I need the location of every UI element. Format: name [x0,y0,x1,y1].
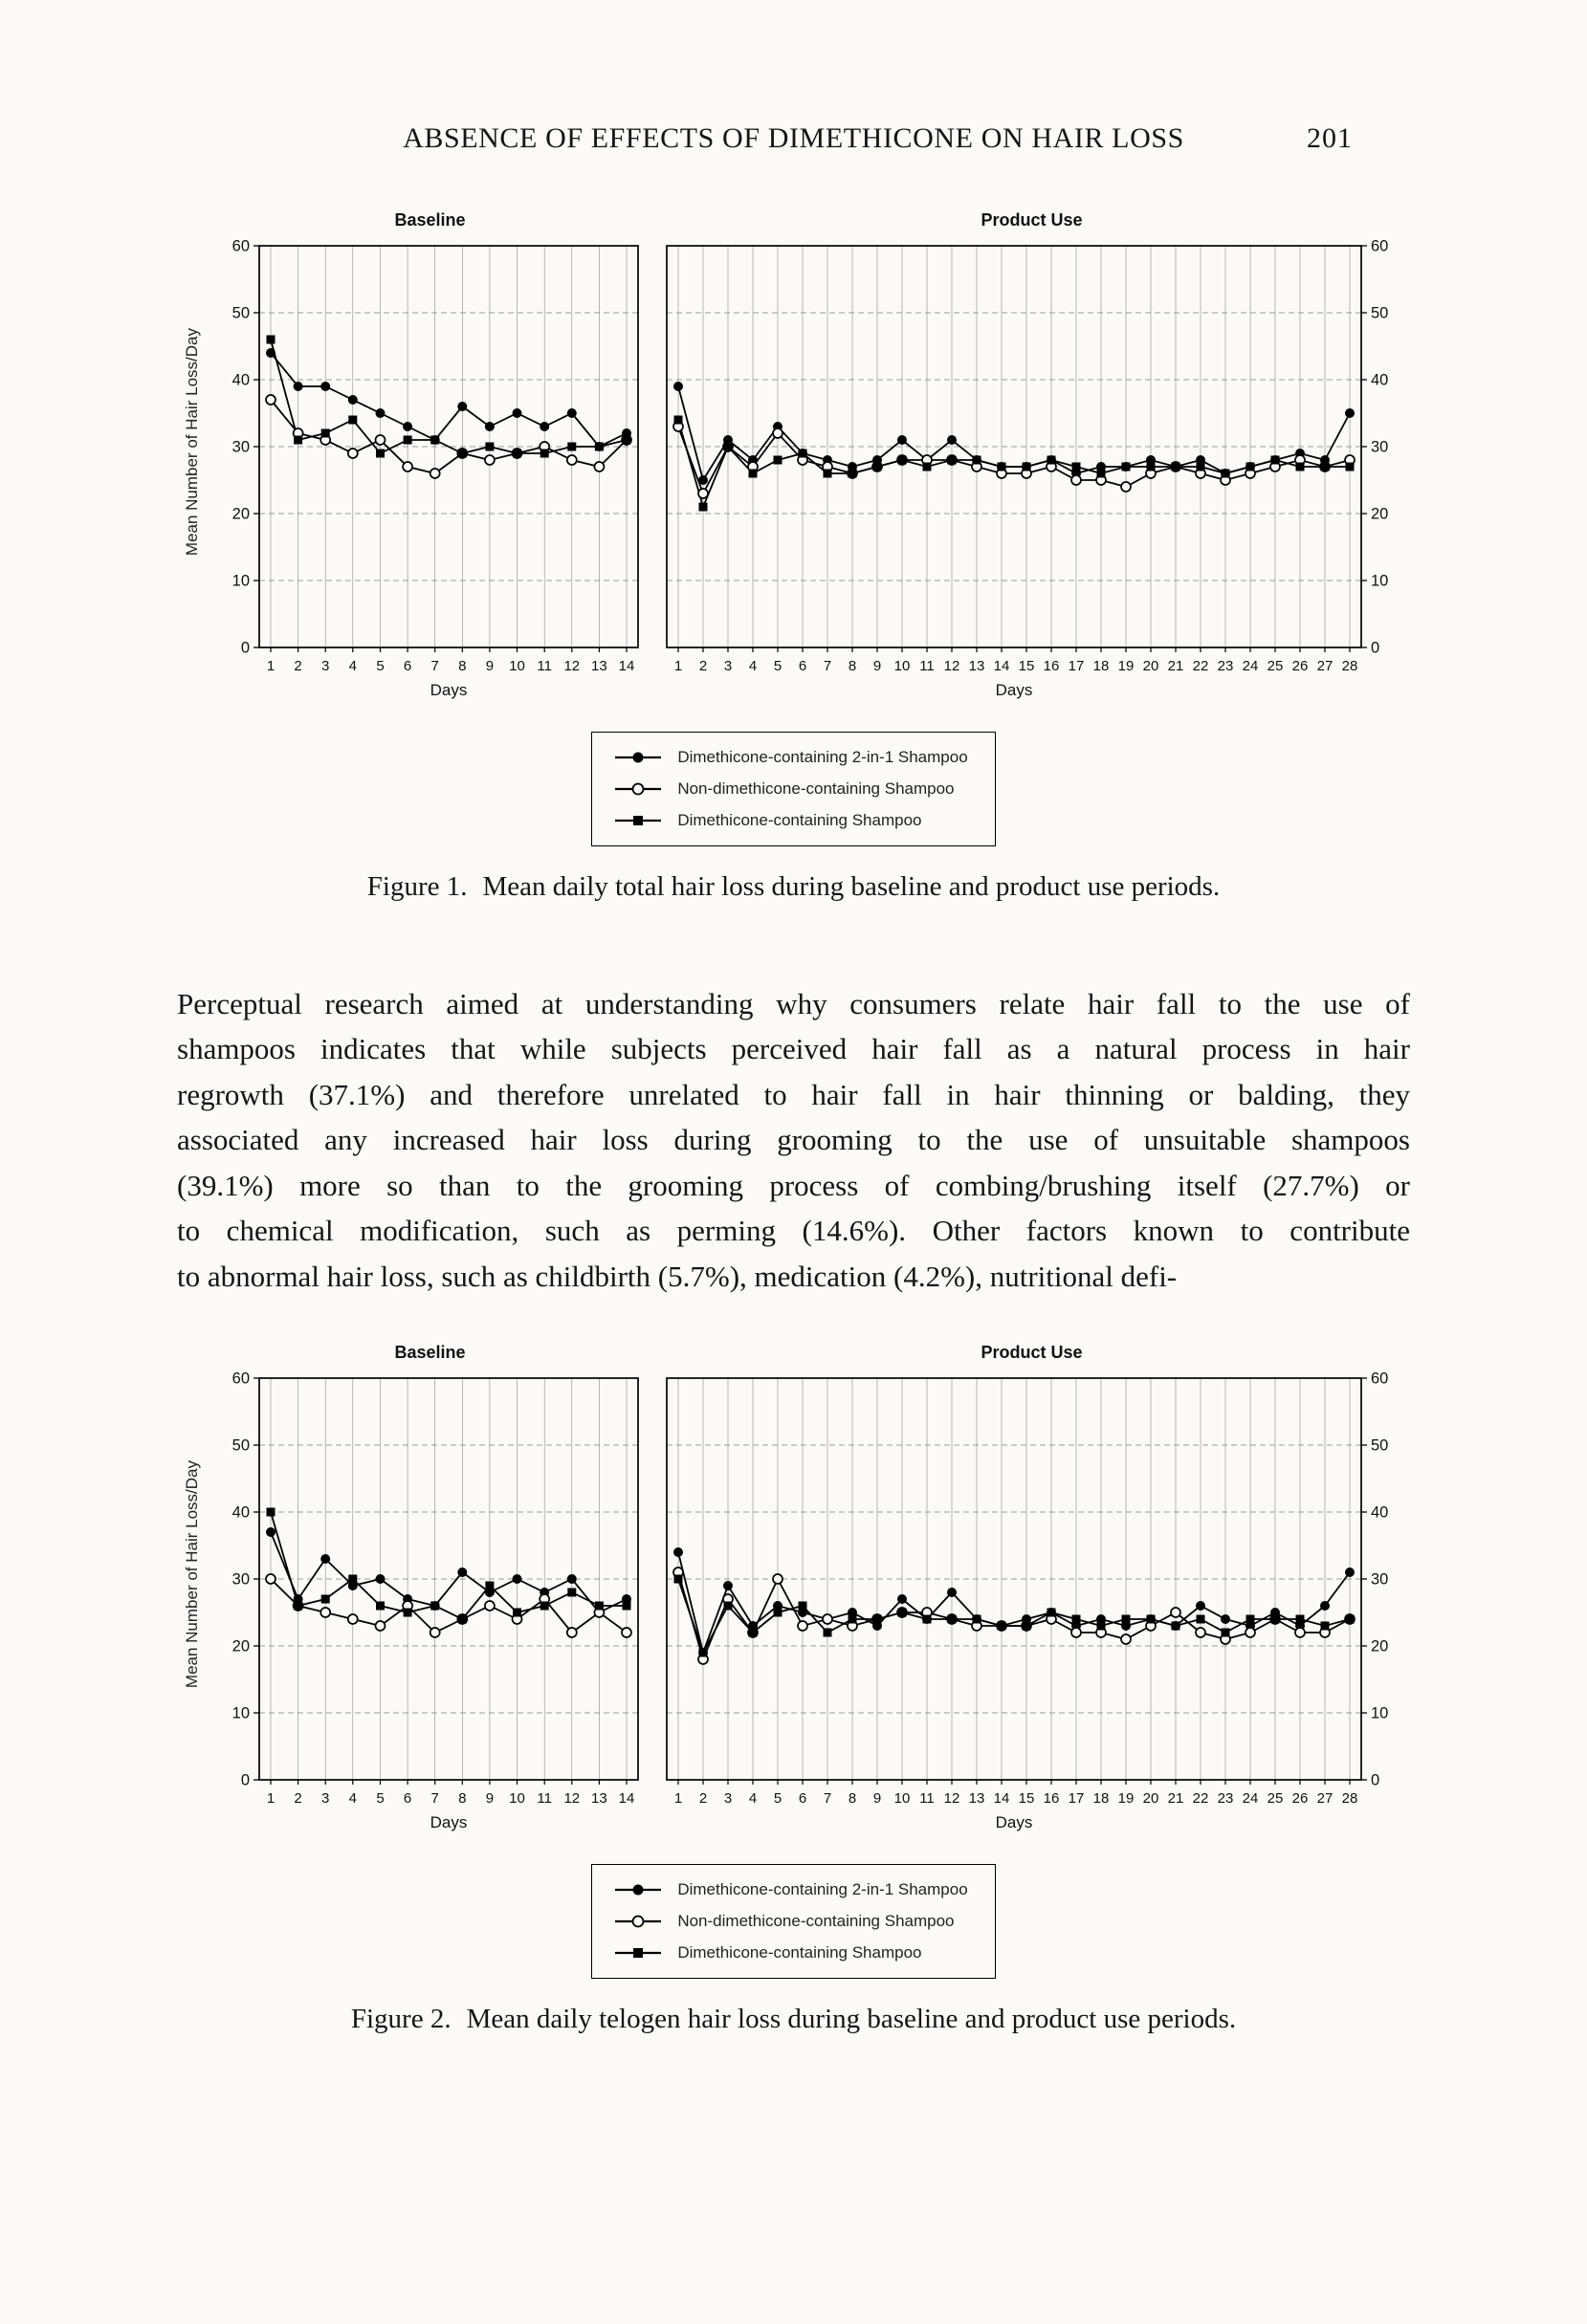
svg-text:3: 3 [723,658,732,674]
figure-caption-text: Mean daily telogen hair loss during baseline and product use periods. [466,2003,1237,2034]
svg-text:5: 5 [773,1789,782,1807]
fig1-baseline-chart [215,238,646,703]
svg-text:12: 12 [562,1789,580,1807]
svg-text:50: 50 [231,304,250,322]
fig1-product-panel [659,210,1405,703]
svg-text:22: 22 [1192,658,1208,674]
svg-text:11: 11 [536,658,552,674]
svg-text:8: 8 [457,658,466,674]
svg-text:1: 1 [673,658,682,674]
svg-text:22: 22 [1192,1789,1208,1807]
filled-circle-marker-icon [613,750,663,765]
figure-1-caption [177,871,1410,903]
svg-text:1: 1 [266,658,275,674]
svg-text:9: 9 [872,1789,881,1807]
svg-text:14: 14 [993,1789,1009,1807]
body-paragraph [177,981,1410,1299]
svg-text:27: 27 [1316,658,1333,674]
svg-text:10: 10 [508,658,525,674]
svg-text:26: 26 [1291,658,1308,674]
svg-text:24: 24 [1242,658,1258,674]
svg-text:30: 30 [231,438,250,456]
svg-text:20: 20 [1142,1789,1158,1807]
svg-text:60: 60 [1370,237,1388,255]
svg-text:23: 23 [1217,1789,1233,1807]
svg-text:11: 11 [918,658,935,674]
page-number: 201 [1307,122,1353,154]
open-circle-marker-icon [613,781,663,797]
svg-text:20: 20 [1142,658,1158,674]
svg-text:7: 7 [430,658,439,674]
svg-text:40: 40 [1370,371,1388,389]
body-line: regrowth (37.1%) and therefore unrelated to hair fall in hair thinning or balding, they [177,1077,1410,1111]
svg-text:14: 14 [618,658,634,674]
svg-text:13: 13 [590,658,607,674]
legend-label: Non-dimethicone-containing Shampoo [677,779,955,798]
svg-text:4: 4 [748,1789,757,1807]
svg-text:24: 24 [1242,1789,1258,1807]
svg-text:23: 23 [1217,658,1233,674]
legend-label: Non-dimethicone-containing Shampoo [677,1911,955,1930]
svg-text:2: 2 [698,658,707,674]
svg-text:12: 12 [943,658,959,674]
figure-2 [177,1343,1410,2035]
svg-text:17: 17 [1068,658,1084,674]
svg-text:4: 4 [348,1789,357,1807]
legend-label: Dimethicone-containing Shampoo [677,811,922,829]
svg-text:0: 0 [240,639,250,657]
body-line: (39.1%) more so than to the grooming process of combing/brushing itself (27.7%) or [177,1168,1410,1202]
filled-circle-marker-icon [613,1882,663,1897]
svg-text:15: 15 [1018,1789,1034,1807]
svg-text:18: 18 [1092,1789,1109,1807]
svg-text:60: 60 [231,237,250,255]
svg-text:Days: Days [430,1812,467,1831]
svg-text:19: 19 [1117,658,1134,674]
svg-text:3: 3 [320,1789,329,1807]
svg-text:8: 8 [848,658,856,674]
svg-text:40: 40 [1370,1503,1388,1522]
svg-text:40: 40 [231,1503,250,1522]
open-circle-marker-icon [613,1914,663,1929]
svg-text:11: 11 [536,1789,552,1807]
panel-title-product-use: Product Use [981,210,1083,230]
legend-item-2in1-shampoo [613,1880,967,1899]
svg-text:3: 3 [723,1789,732,1807]
y-axis-title: Mean Number of Hair Loss/Day [182,1460,201,1689]
body-line: to chemical modification, such as perming (14.6%). Other factors known to contribute [177,1214,1410,1248]
figure-1-charts [177,210,1410,703]
svg-text:40: 40 [231,371,250,389]
figure-2-charts [177,1343,1410,1835]
legend-item-2in1-shampoo [613,748,967,767]
figure-caption-label: Figure 2. [350,2003,452,2034]
svg-text:18: 18 [1092,658,1109,674]
svg-text:7: 7 [430,1789,439,1807]
svg-text:9: 9 [872,658,881,674]
svg-text:50: 50 [1370,304,1388,322]
panel-title-baseline: Baseline [394,1342,466,1362]
legend-label: Dimethicone-containing 2-in-1 Shampoo [677,1879,968,1898]
fig1-baseline-panel [215,210,646,703]
svg-text:30: 30 [231,1570,250,1589]
svg-text:Days: Days [430,681,467,699]
svg-text:3: 3 [320,658,329,674]
fig1-product-chart [659,238,1405,703]
svg-text:8: 8 [848,1789,856,1807]
svg-text:4: 4 [748,658,757,674]
body-line: shampoos indicates that while subjects perceived hair fall as a natural process in hair [177,1032,1410,1066]
svg-text:10: 10 [893,1789,910,1807]
svg-text:10: 10 [893,658,910,674]
header-title: ABSENCE OF EFFECTS OF DIMETHICONE ON HAIR LOSS [403,122,1184,154]
svg-text:15: 15 [1018,658,1034,674]
svg-text:13: 13 [590,1789,607,1807]
figure-2-caption [177,2004,1410,2035]
legend-item-non-dimethicone-shampoo [613,779,967,799]
svg-text:5: 5 [375,658,385,674]
legend-box [591,1864,995,1979]
svg-text:10: 10 [231,572,250,590]
svg-text:28: 28 [1341,1789,1357,1807]
svg-text:1: 1 [673,1789,682,1807]
svg-text:50: 50 [1370,1436,1388,1455]
svg-text:25: 25 [1267,658,1283,674]
svg-text:26: 26 [1291,1789,1308,1807]
svg-text:20: 20 [231,505,250,523]
svg-text:0: 0 [240,1771,250,1789]
body-line: associated any increased hair loss during grooming to the use of unsuitable shampoos [177,1123,1410,1157]
figure-caption-text: Mean daily total hair loss during baseline and product use periods. [482,871,1221,902]
svg-text:5: 5 [375,1789,385,1807]
svg-text:16: 16 [1043,1789,1059,1807]
svg-text:6: 6 [798,658,806,674]
body-line: Perceptual research aimed at understanding why consumers relate hair fall to the use of [177,987,1410,1020]
svg-text:7: 7 [823,1789,831,1807]
panel-title-baseline: Baseline [394,210,466,230]
fig2-product-panel [659,1343,1405,1835]
svg-text:60: 60 [1370,1370,1388,1388]
svg-text:14: 14 [993,658,1009,674]
svg-text:50: 50 [231,1436,250,1455]
legend-item-non-dimethicone-shampoo [613,1912,967,1931]
svg-text:20: 20 [1370,505,1388,523]
legend-item-dimethicone-shampoo [613,1943,967,1962]
svg-text:28: 28 [1341,658,1357,674]
body-line: to abnormal hair loss, such as childbirth (5.7%), medication (4.2%), nutritional defi- [177,1259,1178,1293]
panel-title-product-use: Product Use [981,1342,1083,1362]
svg-text:4: 4 [348,658,357,674]
svg-text:19: 19 [1117,1789,1134,1807]
legend-label: Dimethicone-containing Shampoo [677,1942,922,1962]
svg-text:30: 30 [1370,438,1388,456]
svg-text:10: 10 [1370,572,1388,590]
svg-text:13: 13 [968,1789,984,1807]
svg-text:2: 2 [293,1789,302,1807]
legend-box [591,732,995,846]
svg-text:13: 13 [968,658,984,674]
svg-text:27: 27 [1316,1789,1333,1807]
svg-text:Days: Days [995,681,1032,699]
svg-text:10: 10 [508,1789,525,1807]
svg-text:0: 0 [1370,639,1379,657]
filled-square-marker-icon [613,813,663,828]
svg-text:9: 9 [485,658,494,674]
svg-text:20: 20 [1370,1637,1388,1655]
svg-text:7: 7 [823,658,831,674]
svg-text:9: 9 [485,1789,494,1807]
svg-text:21: 21 [1167,658,1183,674]
svg-text:6: 6 [403,1789,411,1807]
svg-text:0: 0 [1370,1771,1379,1789]
svg-text:6: 6 [403,658,411,674]
fig2-baseline-panel [215,1343,646,1835]
svg-text:12: 12 [943,1789,959,1807]
svg-text:8: 8 [457,1789,466,1807]
running-head [177,122,1410,155]
svg-text:10: 10 [231,1704,250,1722]
filled-square-marker-icon [613,1945,663,1961]
svg-text:1: 1 [266,1789,275,1807]
svg-text:2: 2 [293,658,302,674]
y-axis-title: Mean Number of Hair Loss/Day [182,328,201,557]
legend-label: Dimethicone-containing 2-in-1 Shampoo [677,748,968,766]
svg-text:17: 17 [1068,1789,1084,1807]
figure-caption-label: Figure 1. [366,871,468,902]
fig2-product-chart [659,1370,1405,1835]
svg-text:30: 30 [1370,1570,1388,1589]
figure-1 [177,210,1410,903]
svg-text:Days: Days [995,1812,1032,1831]
svg-text:16: 16 [1043,658,1059,674]
legend-item-dimethicone-shampoo [613,811,967,830]
svg-text:6: 6 [798,1789,806,1807]
svg-text:2: 2 [698,1789,707,1807]
svg-text:12: 12 [562,658,580,674]
svg-text:20: 20 [231,1637,250,1655]
svg-text:10: 10 [1370,1704,1388,1722]
svg-text:21: 21 [1167,1789,1183,1807]
svg-text:11: 11 [918,1789,935,1807]
svg-text:25: 25 [1267,1789,1283,1807]
fig2-baseline-chart [215,1370,646,1835]
svg-text:14: 14 [618,1789,634,1807]
svg-text:5: 5 [773,658,782,674]
svg-text:60: 60 [231,1370,250,1388]
